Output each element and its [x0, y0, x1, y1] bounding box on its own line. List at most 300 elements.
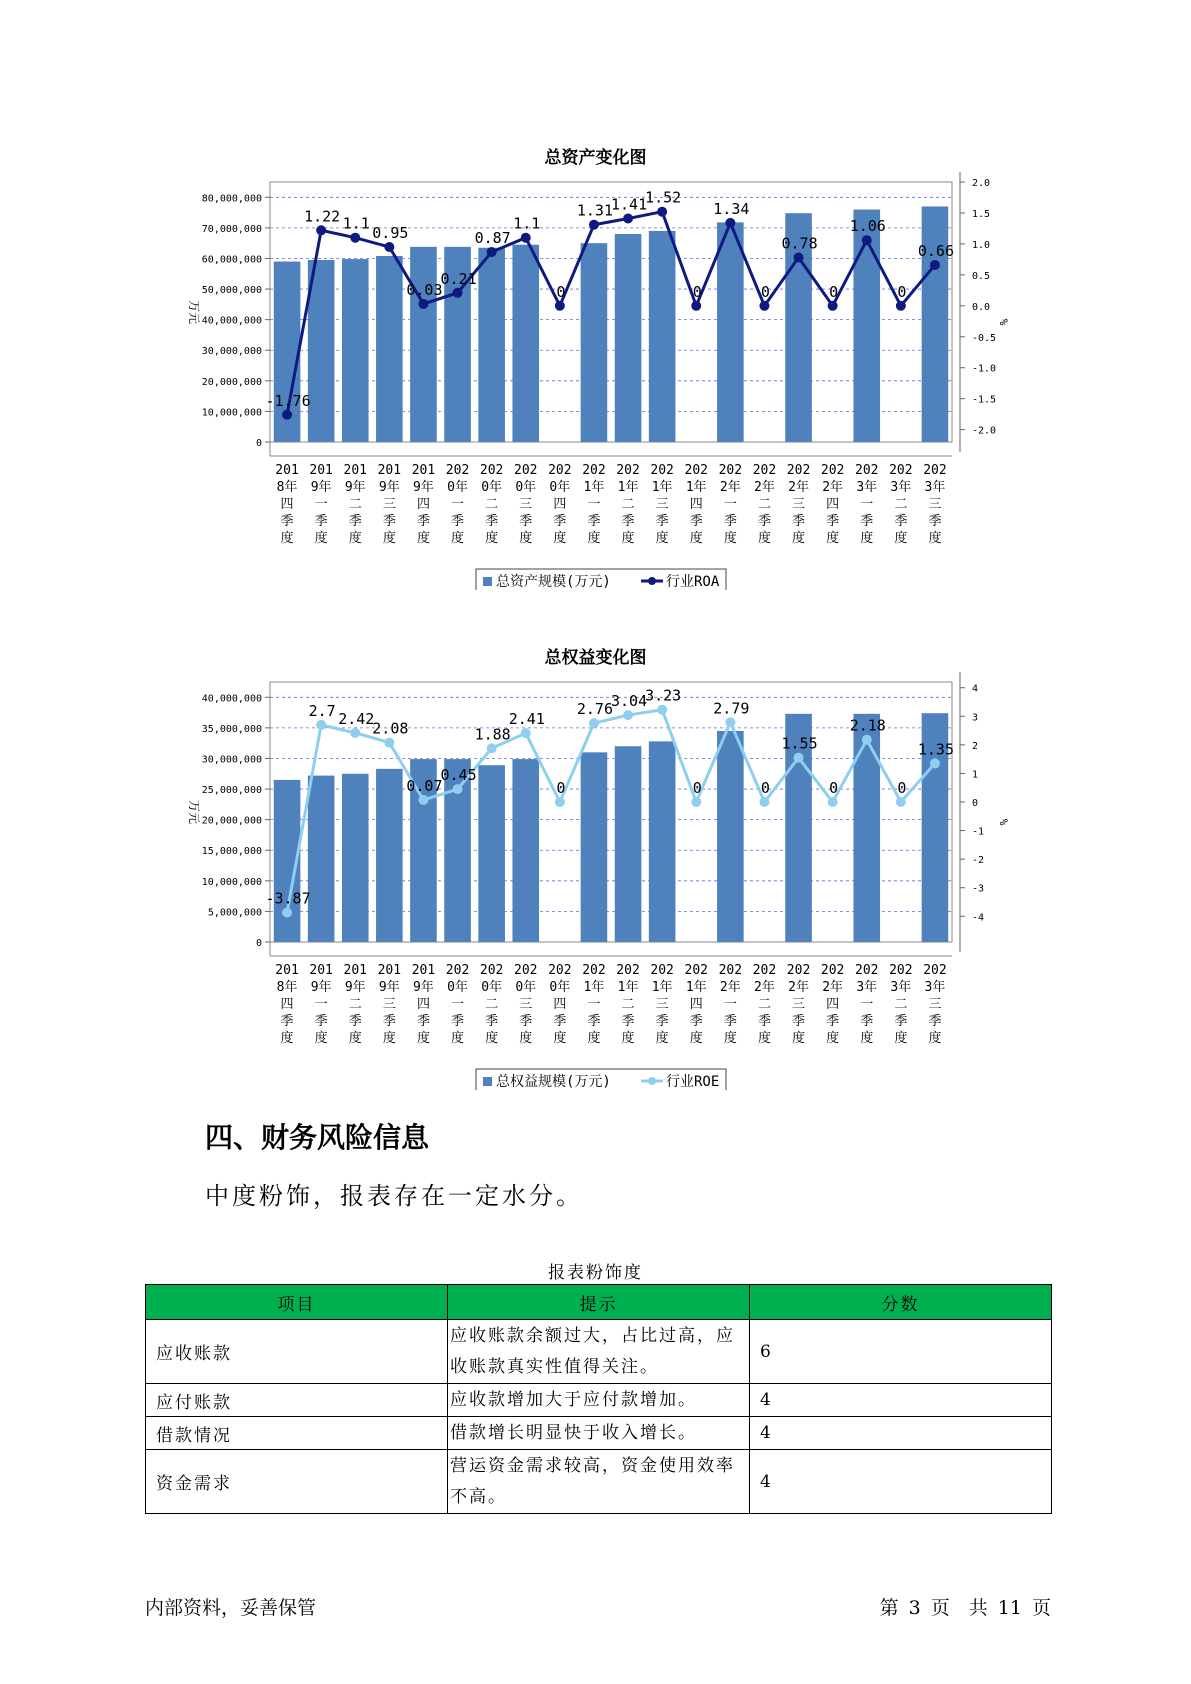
- y-right-tick-label: 0.0: [972, 301, 991, 313]
- y-right-axis-label: %: [997, 318, 1010, 326]
- x-tick-label: 度: [451, 531, 465, 546]
- y-left-tick-label: 60,000,000: [201, 254, 262, 266]
- y-right-tick-label: -1.0: [972, 363, 997, 375]
- x-tick-label: 季: [485, 1014, 499, 1029]
- x-tick-label: 二: [757, 997, 771, 1012]
- x-tick-label: 0年: [515, 480, 537, 495]
- y-right-tick-label: 0.5: [972, 270, 991, 282]
- x-tick-label: 9年: [344, 480, 366, 495]
- row-item: 借款情况: [146, 1417, 448, 1450]
- x-tick-label: 二: [348, 497, 362, 512]
- x-tick-label: 202: [889, 963, 913, 978]
- legend-line-marker: [648, 1077, 656, 1085]
- series-point: [896, 301, 906, 311]
- x-tick-label: 202: [616, 463, 640, 478]
- bar: [615, 234, 642, 442]
- x-tick-label: 9年: [378, 980, 400, 995]
- x-tick-label: 202: [684, 963, 708, 978]
- x-tick-label: 202: [855, 963, 879, 978]
- x-tick-label: 季: [416, 1014, 430, 1029]
- series-point: [282, 908, 292, 918]
- x-tick-label: 度: [451, 1031, 465, 1046]
- x-tick-label: 季: [757, 1014, 771, 1029]
- x-tick-label: 度: [792, 1031, 806, 1046]
- bar: [615, 746, 642, 942]
- x-tick-label: 8年: [276, 480, 298, 495]
- series-point: [828, 301, 838, 311]
- x-tick-label: 3年: [856, 480, 878, 495]
- x-tick-label: 201: [309, 463, 333, 478]
- series-point: [487, 743, 497, 753]
- x-tick-label: 季: [655, 1014, 669, 1029]
- x-tick-label: 二: [757, 497, 771, 512]
- x-tick-label: 2年: [822, 480, 844, 495]
- series-point: [453, 784, 463, 794]
- x-tick-label: 季: [689, 1014, 703, 1029]
- x-tick-label: 1年: [685, 480, 707, 495]
- table-row: [146, 1417, 1052, 1450]
- data-label: 1.35: [917, 740, 955, 759]
- x-tick-label: 一: [723, 497, 737, 512]
- row-score: 4: [750, 1450, 1052, 1514]
- x-tick-label: 度: [519, 531, 533, 546]
- table-header-row: [146, 1285, 1052, 1320]
- row-score: 4: [750, 1417, 1052, 1450]
- series-point: [555, 301, 565, 311]
- series-point: [316, 225, 326, 235]
- y-left-tick-label: 70,000,000: [201, 223, 262, 235]
- data-label: 1.1: [342, 214, 370, 233]
- bar: [581, 243, 608, 442]
- data-label: -3.87: [265, 889, 311, 908]
- x-tick-label: 二: [621, 497, 635, 512]
- x-tick-label: 二: [621, 997, 635, 1012]
- x-tick-label: 二: [894, 497, 908, 512]
- data-label: 0: [556, 779, 566, 797]
- header-item: 项目: [146, 1285, 448, 1320]
- data-label: 0.87: [474, 228, 511, 247]
- series-point: [759, 301, 769, 311]
- x-tick-label: 度: [894, 531, 908, 546]
- x-tick-label: 二: [485, 997, 499, 1012]
- header-tip: 提示: [448, 1285, 750, 1320]
- x-tick-label: 0年: [447, 480, 468, 495]
- x-tick-label: 0年: [481, 480, 503, 495]
- x-tick-label: 202: [889, 463, 913, 478]
- x-tick-label: 度: [314, 531, 328, 546]
- legend-line-marker: [648, 577, 656, 585]
- y-left-tick-label: 35,000,000: [201, 723, 262, 735]
- series-point: [350, 233, 360, 243]
- data-label: 2.41: [508, 710, 545, 729]
- x-tick-label: 度: [860, 1031, 874, 1046]
- y-right-tick-label: 0: [972, 798, 979, 809]
- total-assets-chart: [0, 170, 1191, 590]
- section-summary: 中度粉饰，报表存在一定水分。: [205, 1182, 583, 1210]
- legend-bar-swatch: [483, 1077, 492, 1086]
- x-tick-label: 度: [655, 1031, 669, 1046]
- x-tick-label: 度: [382, 531, 396, 546]
- x-tick-label: 季: [553, 1014, 567, 1029]
- y-left-tick-label: 20,000,000: [201, 815, 262, 827]
- x-tick-label: 202: [479, 463, 504, 478]
- y-right-tick-label: -2: [972, 855, 985, 867]
- x-tick-label: 202: [616, 963, 640, 978]
- x-tick-label: 202: [752, 963, 777, 978]
- x-tick-label: 9年: [413, 480, 434, 495]
- y-right-tick-label: -1: [972, 826, 985, 838]
- series-point: [930, 758, 940, 768]
- x-tick-label: 三: [519, 497, 533, 512]
- data-label: -1.76: [265, 391, 311, 410]
- x-tick-label: 0年: [515, 980, 537, 995]
- x-tick-label: 202: [820, 963, 845, 978]
- series-point: [589, 718, 599, 728]
- x-tick-label: 3年: [856, 980, 878, 995]
- x-tick-label: 二: [485, 497, 499, 512]
- x-tick-label: 1年: [651, 980, 673, 995]
- data-label: 1.06: [849, 217, 886, 236]
- y-left-tick-label: 25,000,000: [201, 785, 262, 797]
- data-label: 0: [829, 779, 839, 797]
- series-point: [521, 728, 531, 738]
- data-label: 3.04: [610, 692, 648, 711]
- x-tick-label: 1年: [651, 480, 673, 495]
- series-point: [691, 301, 701, 311]
- x-tick-label: 四: [826, 497, 840, 512]
- series-point: [453, 288, 463, 298]
- data-label: 0.07: [406, 777, 443, 795]
- x-tick-label: 季: [723, 1014, 737, 1029]
- x-tick-label: 202: [752, 463, 777, 478]
- series-point: [725, 218, 735, 228]
- x-tick-label: 季: [519, 1014, 533, 1029]
- x-tick-label: 0年: [481, 980, 503, 995]
- x-tick-label: 三: [792, 497, 806, 512]
- x-tick-label: 度: [689, 531, 703, 546]
- data-label: 2.7: [308, 701, 336, 720]
- x-tick-label: 2年: [754, 980, 775, 995]
- y-right-tick-label: 1: [972, 769, 979, 781]
- y-left-tick-label: 40,000,000: [201, 315, 262, 327]
- table-row: [146, 1320, 1052, 1384]
- x-tick-label: 2年: [719, 980, 741, 995]
- data-label: 3.23: [645, 686, 682, 705]
- x-tick-label: 2年: [788, 480, 809, 495]
- x-tick-label: 季: [553, 514, 567, 529]
- x-tick-label: 三: [382, 497, 396, 512]
- y-right-axis-label: %: [997, 818, 1010, 826]
- x-tick-label: 202: [923, 463, 947, 478]
- x-tick-label: 季: [519, 514, 533, 529]
- x-tick-label: 8年: [276, 980, 298, 995]
- x-tick-label: 季: [587, 514, 601, 529]
- footer-confidential-note: 内部资料，妥善保管: [145, 1597, 317, 1619]
- x-tick-label: 季: [894, 514, 908, 529]
- bar: [376, 256, 403, 442]
- x-tick-label: 三: [519, 997, 533, 1012]
- x-tick-label: 度: [553, 531, 567, 546]
- x-tick-label: 季: [826, 1014, 840, 1029]
- x-tick-label: 季: [792, 1014, 806, 1029]
- table-caption: 报表粉饰度: [548, 1263, 643, 1283]
- y-left-tick-label: 20,000,000: [201, 376, 262, 388]
- series-point: [623, 710, 633, 720]
- header-score: 分数: [750, 1285, 1052, 1320]
- x-tick-label: 202: [923, 963, 947, 978]
- y-right-tick-label: -0.5: [972, 332, 997, 344]
- series-point: [623, 214, 633, 224]
- bar: [342, 259, 369, 442]
- total-equity-chart: [0, 670, 1191, 1090]
- data-label: 0: [897, 779, 907, 797]
- x-tick-label: 2年: [788, 980, 809, 995]
- data-label: 1.52: [645, 188, 682, 207]
- x-tick-label: 季: [928, 514, 942, 529]
- y-right-tick-label: 1.5: [972, 208, 991, 220]
- section-heading: 四、财务风险信息: [205, 1121, 430, 1154]
- row-item: 应付账款: [146, 1384, 448, 1417]
- x-tick-label: 季: [382, 1014, 396, 1029]
- x-tick-label: 度: [314, 1031, 328, 1046]
- series-point: [794, 253, 804, 263]
- bar: [342, 774, 369, 942]
- x-tick-label: 2年: [719, 480, 741, 495]
- y-right-tick-label: 2.0: [972, 178, 991, 189]
- chart-title-assets: 总资产变化图: [544, 148, 647, 168]
- x-tick-label: 度: [348, 1031, 362, 1046]
- x-tick-label: 季: [689, 514, 703, 529]
- x-tick-label: 1年: [583, 480, 605, 495]
- footer-page-number: 第 3 页 共 11 页: [879, 1597, 1051, 1619]
- bar: [376, 769, 403, 942]
- x-tick-label: 三: [655, 497, 669, 512]
- x-tick-label: 度: [621, 1031, 635, 1046]
- x-tick-label: 度: [416, 531, 430, 546]
- x-tick-label: 一: [314, 997, 328, 1012]
- data-label: 0: [760, 282, 770, 301]
- x-tick-label: 202: [718, 463, 743, 478]
- x-tick-label: 季: [928, 1014, 942, 1029]
- x-tick-label: 季: [348, 1014, 362, 1029]
- series-point: [555, 797, 565, 807]
- row-tip: 应收账款余额过大，占比过高，应收账款真实性值得关注。: [448, 1320, 750, 1384]
- x-tick-label: 202: [548, 463, 572, 478]
- x-tick-label: 一: [314, 497, 328, 512]
- x-tick-label: 季: [826, 514, 840, 529]
- data-label: 2.79: [713, 699, 750, 718]
- x-tick-label: 度: [587, 1031, 601, 1046]
- y-left-tick-label: 0: [255, 938, 262, 949]
- y-right-tick-label: 3: [972, 712, 979, 724]
- bar: [649, 741, 676, 942]
- series-point: [316, 720, 326, 730]
- bar: [581, 752, 608, 942]
- x-tick-label: 一: [451, 497, 465, 512]
- y-left-tick-label: 30,000,000: [201, 346, 262, 358]
- x-tick-label: 季: [280, 514, 294, 529]
- data-label: 1.31: [576, 201, 614, 220]
- x-tick-label: 季: [382, 514, 396, 529]
- series-point: [759, 797, 769, 807]
- x-tick-label: 202: [650, 463, 674, 478]
- series-point: [589, 220, 599, 230]
- bar: [649, 231, 676, 442]
- data-label: 2.18: [849, 716, 886, 735]
- series-point: [896, 797, 906, 807]
- x-tick-label: 季: [348, 514, 362, 529]
- bar: [308, 776, 335, 942]
- y-right-tick-label: 2: [972, 740, 979, 752]
- x-tick-label: 度: [621, 531, 635, 546]
- y-right-tick-label: -1.5: [972, 394, 997, 406]
- bar: [478, 248, 505, 442]
- x-tick-label: 202: [445, 963, 470, 978]
- x-tick-label: 度: [655, 531, 669, 546]
- data-label: 1.88: [474, 725, 511, 744]
- x-tick-label: 202: [514, 963, 538, 978]
- y-left-axis-label: 万元: [187, 799, 201, 825]
- x-tick-label: 季: [451, 514, 465, 529]
- x-tick-label: 1年: [583, 980, 605, 995]
- x-tick-label: 度: [826, 531, 840, 546]
- x-tick-label: 四: [416, 997, 430, 1012]
- x-tick-label: 度: [348, 531, 362, 546]
- data-label: 0: [692, 282, 702, 301]
- x-tick-label: 三: [928, 497, 942, 512]
- series-point: [384, 242, 394, 252]
- data-label: 0.21: [440, 269, 477, 288]
- y-left-tick-label: 10,000,000: [201, 876, 262, 888]
- x-tick-label: 季: [792, 514, 806, 529]
- x-tick-label: 一: [587, 497, 601, 512]
- x-tick-label: 度: [826, 1031, 840, 1046]
- x-tick-label: 四: [416, 497, 430, 512]
- table-row: [146, 1450, 1052, 1514]
- x-tick-label: 1年: [685, 980, 707, 995]
- y-left-tick-label: 5,000,000: [207, 907, 262, 919]
- y-left-tick-label: 0: [255, 438, 262, 449]
- x-tick-label: 9年: [344, 980, 366, 995]
- x-tick-label: 季: [485, 514, 499, 529]
- x-tick-label: 度: [553, 1031, 567, 1046]
- data-label: 0: [760, 779, 770, 797]
- series-point: [282, 410, 292, 420]
- x-tick-label: 202: [684, 463, 708, 478]
- x-tick-label: 季: [587, 1014, 601, 1029]
- y-right-tick-label: 4: [972, 683, 979, 695]
- y-left-tick-label: 80,000,000: [201, 193, 262, 205]
- y-left-tick-label: 10,000,000: [201, 407, 262, 419]
- x-tick-label: 202: [582, 963, 606, 978]
- x-tick-label: 0年: [549, 980, 571, 995]
- series-point: [418, 299, 428, 309]
- data-label: 0.78: [781, 234, 818, 253]
- x-tick-label: 度: [382, 1031, 396, 1046]
- x-tick-label: 202: [479, 963, 504, 978]
- x-tick-label: 度: [723, 1031, 737, 1046]
- x-tick-label: 四: [689, 997, 703, 1012]
- x-tick-label: 202: [855, 463, 879, 478]
- series-point: [828, 797, 838, 807]
- x-tick-label: 季: [723, 514, 737, 529]
- y-right-tick-label: -4: [972, 912, 985, 924]
- x-tick-label: 201: [275, 463, 299, 478]
- y-left-axis-label: 万元: [187, 299, 201, 325]
- bar: [717, 222, 744, 442]
- x-tick-label: 一: [451, 997, 465, 1012]
- x-tick-label: 四: [689, 497, 703, 512]
- legend-bar-swatch: [483, 577, 492, 586]
- x-tick-label: 度: [928, 531, 942, 546]
- x-tick-label: 季: [451, 1014, 465, 1029]
- x-tick-label: 9年: [413, 980, 434, 995]
- y-right-tick-label: -2.0: [972, 425, 997, 437]
- x-tick-label: 202: [582, 463, 606, 478]
- x-tick-label: 季: [655, 514, 669, 529]
- row-item: 应收账款: [146, 1320, 448, 1384]
- series-point: [657, 207, 667, 217]
- x-tick-label: 度: [928, 1031, 942, 1046]
- chart-title-equity: 总权益变化图: [544, 648, 647, 668]
- x-tick-label: 季: [621, 514, 635, 529]
- risk-table: [145, 1284, 1052, 1514]
- x-tick-label: 度: [689, 1031, 703, 1046]
- x-tick-label: 四: [826, 997, 840, 1012]
- x-tick-label: 二: [894, 997, 908, 1012]
- x-tick-label: 四: [280, 997, 294, 1012]
- row-score: 6: [750, 1320, 1052, 1384]
- x-tick-label: 四: [553, 497, 567, 512]
- x-tick-label: 202: [650, 963, 674, 978]
- x-tick-label: 9年: [378, 480, 400, 495]
- bar: [410, 247, 437, 442]
- series-point: [725, 717, 735, 727]
- legend-bar-label: 总资产规模(万元): [496, 574, 611, 590]
- x-tick-label: 三: [655, 997, 669, 1012]
- x-tick-label: 201: [411, 963, 436, 978]
- x-tick-label: 202: [514, 463, 538, 478]
- series-point: [521, 233, 531, 243]
- series-point: [691, 797, 701, 807]
- x-tick-label: 202: [718, 963, 743, 978]
- data-label: 2.08: [372, 719, 409, 738]
- x-tick-label: 3年: [890, 480, 912, 495]
- row-score: 4: [750, 1384, 1052, 1417]
- x-tick-label: 度: [792, 531, 806, 546]
- x-tick-label: 季: [860, 514, 874, 529]
- series-point: [350, 728, 360, 738]
- x-tick-label: 季: [894, 1014, 908, 1029]
- x-tick-label: 季: [314, 1014, 328, 1029]
- x-tick-label: 3年: [890, 980, 912, 995]
- x-tick-label: 201: [309, 963, 333, 978]
- x-tick-label: 201: [377, 963, 402, 978]
- table-row: [146, 1384, 1052, 1417]
- series-point: [862, 735, 872, 745]
- x-tick-label: 度: [485, 531, 499, 546]
- y-left-tick-label: 40,000,000: [201, 693, 262, 705]
- y-left-tick-label: 50,000,000: [201, 285, 262, 297]
- series-point: [487, 247, 497, 257]
- x-tick-label: 201: [275, 963, 299, 978]
- data-label: 0: [897, 282, 907, 301]
- data-label: 0.03: [406, 280, 443, 299]
- y-right-tick-label: 1.0: [972, 239, 991, 251]
- x-tick-label: 202: [548, 963, 572, 978]
- x-tick-label: 二: [348, 997, 362, 1012]
- x-tick-label: 度: [280, 531, 294, 546]
